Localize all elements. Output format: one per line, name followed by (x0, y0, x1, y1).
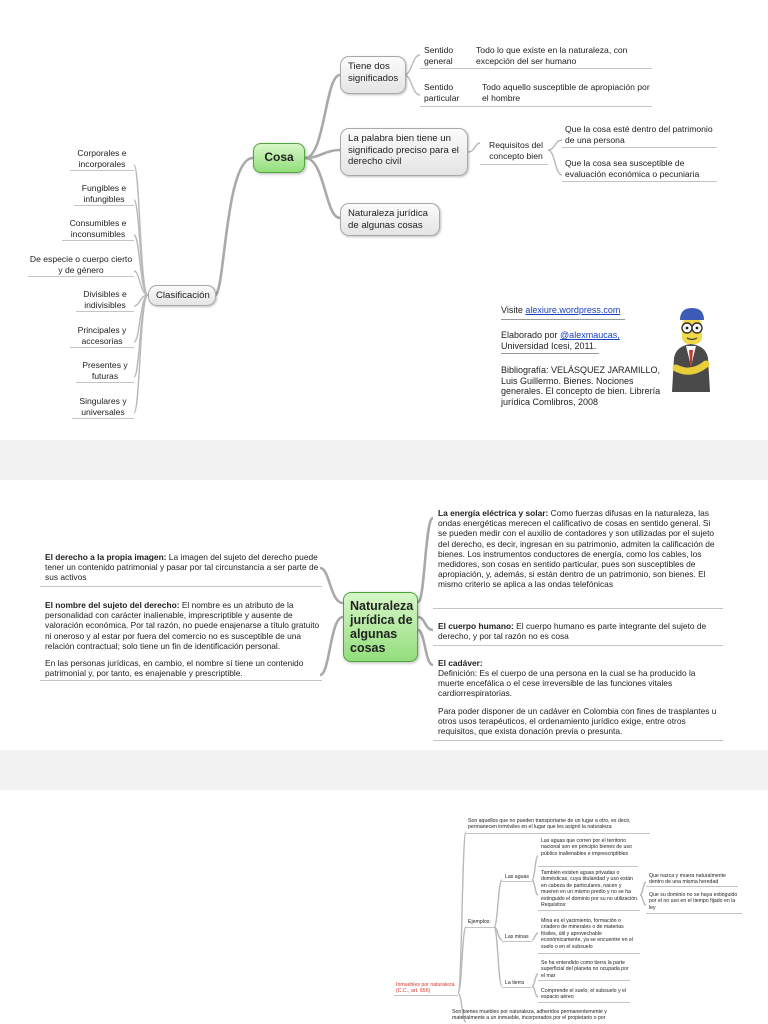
divider (502, 987, 532, 988)
blog-link[interactable]: alexiure.wordpress.com (525, 305, 621, 315)
sentido-particular-text: Todo aquello susceptible de apropiación por el hombre (482, 82, 650, 103)
divider (40, 586, 322, 587)
divider (28, 276, 134, 277)
aguas-1: Las aguas que corren por el territorio nacional son en principio bienes de uso público inalienables e imprescriptibles (541, 838, 632, 857)
divider (501, 353, 599, 354)
bien-node[interactable]: La palabra bien tiene un significado preciso para el derecho civil (340, 128, 468, 176)
divider (538, 1002, 630, 1003)
divider (501, 319, 625, 320)
divider (394, 995, 458, 996)
central-node-naturaleza[interactable]: Naturaleza jurídica de algunas cosas (343, 592, 418, 662)
divider (433, 608, 723, 609)
class-item: Divisibles e indivisibles (83, 289, 127, 310)
divider (562, 181, 717, 182)
divider (72, 418, 134, 419)
divider (40, 680, 322, 681)
divider (502, 941, 532, 942)
significados-node[interactable]: Tiene dos significados (340, 56, 406, 94)
nombre-text (45, 600, 325, 651)
imagen-title: El derecho a la propia imagen: (45, 552, 167, 562)
divider (420, 106, 652, 107)
mindmap-naturaleza (0, 480, 768, 750)
cuerpo-title: El cuerpo humano: (438, 621, 514, 631)
sentido-particular-label: Sentido particular (424, 82, 460, 103)
class-item: Principales y accesorias (77, 325, 127, 346)
divider (70, 170, 134, 171)
elaborado-prefix: Elaborado por (501, 330, 561, 340)
minas-label: Las minas (505, 934, 529, 940)
ejemplos-label: Ejemplos: (468, 919, 491, 925)
divider (538, 866, 638, 867)
divider (466, 833, 650, 834)
divider (420, 68, 652, 69)
nombre-title: El nombre del sujeto del derecho: (45, 600, 180, 610)
energia-title: La energía eléctrica y solar: (438, 508, 549, 518)
divider (433, 645, 723, 646)
cuerpo-body: El cuerpo humano es parte integrante del sujeto de derecho, y por tal razón no es cosa (438, 621, 707, 642)
class-item: Consumibles e inconsumibles (69, 218, 127, 239)
cadaver-text-2: Para poder disponer de un cadáver en Colombia con fines de trasplantes u otros usos terapéuticos, el ordenamiento jurídico exige, entre otros requisitos, que exista donación previa o presunta. (438, 706, 717, 737)
divider (538, 953, 640, 954)
imagen-body: La imagen del sujeto del derecho puede tener un contenido patrimonial y pasar por tal circunstancia a ser parte de sus activos (45, 552, 319, 583)
visite-prefix: Visite (501, 305, 526, 315)
divider (74, 205, 134, 206)
sentido-general-label: Sentido general (424, 45, 454, 66)
nombre-text-2: En las personas jurídicas, en cambio, el nombre sí tiene un contenido patrimonial y, por tanto, es enajenable y prescriptible. (45, 658, 304, 679)
class-item: Corporales e incorporales (77, 148, 127, 169)
clasificacion-node[interactable]: Clasificación (148, 285, 216, 306)
muebles-text: Son bienes muebles por naturaleza, adheridos permanentemente y materialmente a un inmueble, incorporados por el propietario o por (452, 1009, 607, 1022)
cuerpo-text (438, 621, 720, 641)
divider (70, 347, 134, 348)
cartoon-character-icon (664, 306, 718, 392)
divider (646, 913, 742, 914)
cadaver-title-block (438, 658, 720, 668)
divider (466, 927, 494, 928)
energia-text (438, 508, 720, 590)
elaborado-suffix: Universidad Icesi, 2011. (501, 340, 597, 351)
divider (480, 164, 548, 165)
minas-1: Mina es el yacimiento, formación o criadero de minerales o de materias fósiles, útil y aprovechable económicamente, ya se encuentre en el suelo o en el subsuelo (541, 918, 633, 950)
divider (433, 740, 723, 741)
aguas-label: Las aguas (505, 874, 529, 880)
divider (62, 240, 134, 241)
mindmap-cosa (0, 0, 768, 440)
aguas-2: También existen aguas privadas o domésticas, cuya titularidad y uso están en cabeza de particulares, nacen y mueren en un mismo predio y no se ha extinguido el dominio por su no utilización. Requisitos: (541, 870, 639, 909)
tierra-label: La tierra (505, 980, 525, 986)
requisito-1: Que la cosa esté dentro del patrimonio de una persona (565, 124, 713, 145)
nombre-body: El nombre es un atributo de la personalidad con carácter inalienable, imprescriptible y ausente de valoración económica. Por tal razón, no puede enajenarse a título gratuito ni oneroso y al estar por fuera del comercio no es susceptible de una relación contractual; solo tiene un fin de identificación personal. (45, 600, 320, 651)
mindmap-inmuebles (0, 790, 768, 1024)
divider (76, 311, 134, 312)
aguas-2b: Que su dominio no se haya extinguido por el no uso en el tiempo fijado en la ley (649, 892, 738, 911)
bibliografia-text: Bibliografía: VELÁSQUEZ JARAMILLO, Luis Guillermo. Bienes. Nociones generales. El concepto de bien. Librería jurídica Comlibros, 2008 (501, 365, 661, 407)
divider (562, 147, 717, 148)
divider (646, 886, 738, 887)
class-item: Fungibles e infungibles (81, 183, 127, 204)
cadaver-text: Definición: Es el cuerpo de una persona en la cual se ha producido la muerte encefálica o el cese irreversible de las funciones vitales cardiorrespiratorias. (438, 668, 696, 699)
divider (76, 382, 134, 383)
central-node-cosa[interactable]: Cosa (253, 143, 305, 173)
requisito-2: Que la cosa sea susceptible de evaluación económica o pecuniaria (565, 158, 700, 179)
naturaleza-node[interactable]: Naturaleza jurídica de algunas cosas (340, 203, 440, 236)
author-link[interactable]: @alexmaucas, (560, 330, 620, 340)
divider (502, 881, 532, 882)
inmuebles-por-naturaleza: Inmuebles por naturaleza (C.C., art. 656) (396, 982, 455, 995)
tierra-2: Comprende el suelo, el subsuelo y el espacio aéreo (541, 988, 627, 1001)
visite-text (501, 305, 661, 316)
divider (538, 980, 630, 981)
imagen-text (45, 552, 325, 583)
sentido-general-text: Todo lo que existe en la naturaleza, con excepción del ser humano (476, 45, 628, 66)
class-item: Presentes y futuras (82, 360, 128, 381)
class-item: Singulares y universales (79, 396, 127, 417)
energia-body: Como fuerzas difusas en la naturaleza, las ondas energéticas merecen el calificativo de cosas en sentido general. Si se pueden medir con el auxilio de contadores y son utilizadas por el sujeto del derecho, es decir, ingresan en su patrimonio, admiten la calificación de bienes. Los instrumentos conductores de energía, como los cables, los medidores, son cosas en sentido particular, pues son susceptibles de apropiación, y, además, si están dentro de un patrimonio, son bienes. El mismo criterio se aplica a las ondas telefónicas (438, 508, 715, 590)
elaborado-text (501, 330, 661, 351)
cadaver-title: El cadáver: (438, 658, 483, 668)
inmuebles-definicion: Son aquellos que no pueden transportarse de un lugar a otro, es decir, permanecen inmóviles en el lugar que les asignó la naturaleza (468, 818, 631, 831)
divider (538, 910, 640, 911)
aguas-2a: Que nazca y muera naturalmente dentro de una misma heredad (649, 873, 726, 886)
class-item: De especie o cuerpo cierto y de género (29, 254, 133, 275)
tierra-1: Se ha entendido como tierra la parte superficial del planeta no ocupada por el mar (541, 960, 629, 979)
requisitos-label: Requisitos del concepto bien (489, 140, 543, 161)
